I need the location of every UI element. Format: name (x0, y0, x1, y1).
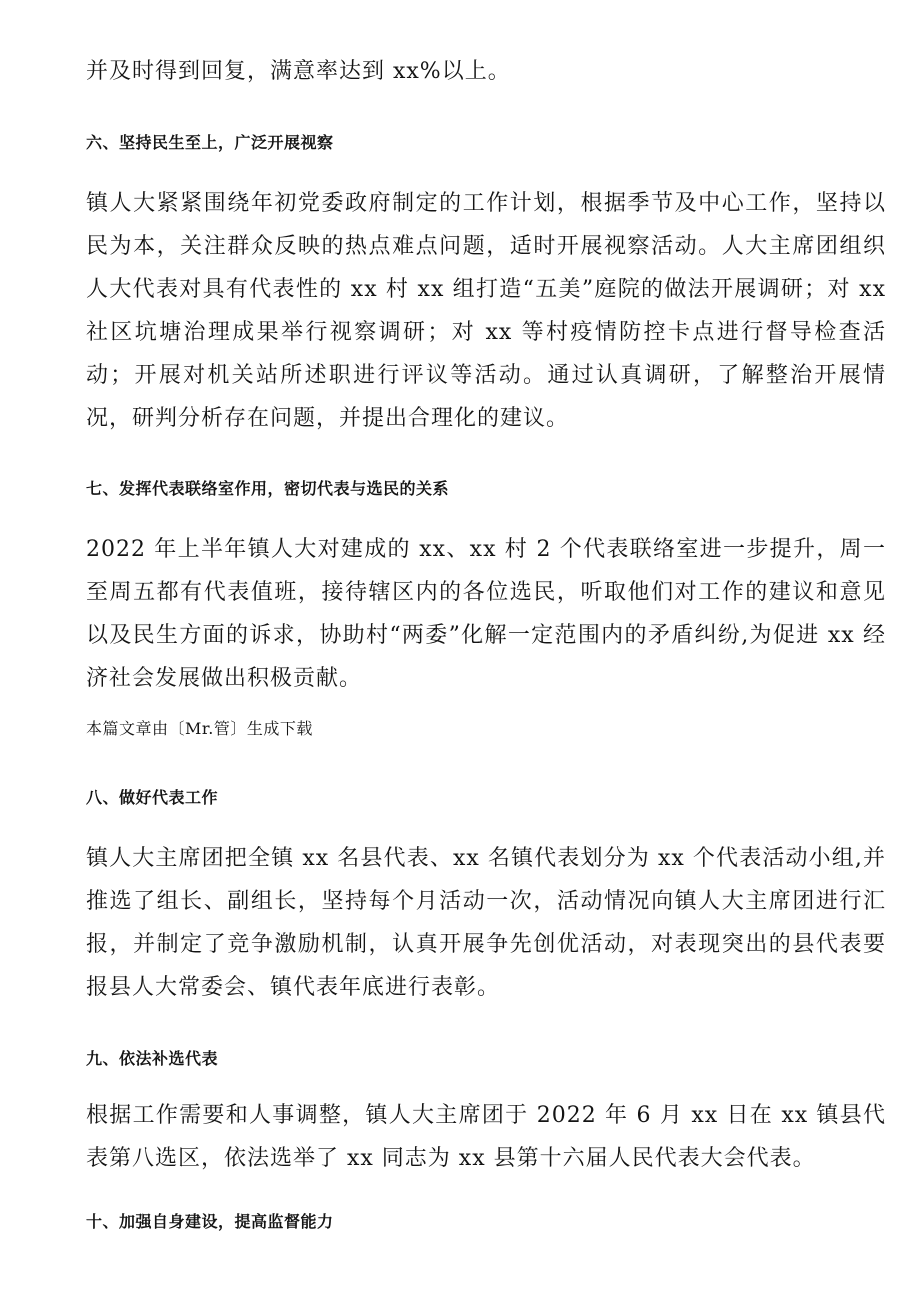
section-heading-8: 八、做好代表工作 (86, 788, 219, 807)
paragraph-intro-tail: 并及时得到回复，满意率达到 xx%以上。 (86, 59, 511, 84)
paragraph-section-7: 2022 年上半年镇人大对建成的 xx、xx 村 2 个代表联络室进一步提升，周一至周五都有代表值班，接待辖区内的各位选民，听取他们对工作的建议和意见以及民生方面的诉求，协助村“两委”化解一定范围内的矛盾纠纷,为促进 xx 经济社会发展做出积极贡献。 (86, 537, 886, 691)
paragraph-section-9: 根据工作需要和人事调整，镇人大主席团于 2022 年 6 月 xx 日在 xx 镇县代表第八选区，依法选举了 xx 同志为 xx 县第十六届人民代表大会代表。 (86, 1103, 886, 1171)
section-heading-7: 七、发挥代表联络室作用，密切代表与选民的关系 (86, 479, 450, 498)
paragraph-section-6: 镇人大紧紧围绕年初党委政府制定的工作计划，根据季节及中心工作，坚持以民为本，关注群众反映的热点难点问题，适时开展视察活动。人大主席团组织人大代表对具有代表性的 xx 村 xx 组打造“五美”庭院的做法开展调研；对 xx 社区坑塘治理成果举行视察调研；对 xx 等村疫情防控卡点进行督导检查活动；开展对机关站所述职进行评议等活动。通过认真调研，了解整治开展情况，研判分析存在问题，并提出合理化的建议。 (86, 191, 886, 431)
section-heading-6: 六、坚持民生至上，广泛开展视察 (86, 133, 334, 152)
section-heading-10: 十、加强自身建设，提高监督能力 (86, 1212, 334, 1231)
paragraph-section-8: 镇人大主席团把全镇 xx 名县代表、xx 名镇代表划分为 xx 个代表活动小组,并推选了组长、副组长，坚持每个月活动一次，活动情况向镇人大主席团进行汇报，并制定了竞争激励机制，认真开展争先创优活动，对表现突出的县代表要报县人大常委会、镇代表年底进行表彰。 (86, 846, 886, 1000)
section-heading-9: 九、依法补选代表 (86, 1049, 219, 1068)
download-note: 本篇文章由〔Mr.管〕生成下载 (86, 719, 313, 738)
